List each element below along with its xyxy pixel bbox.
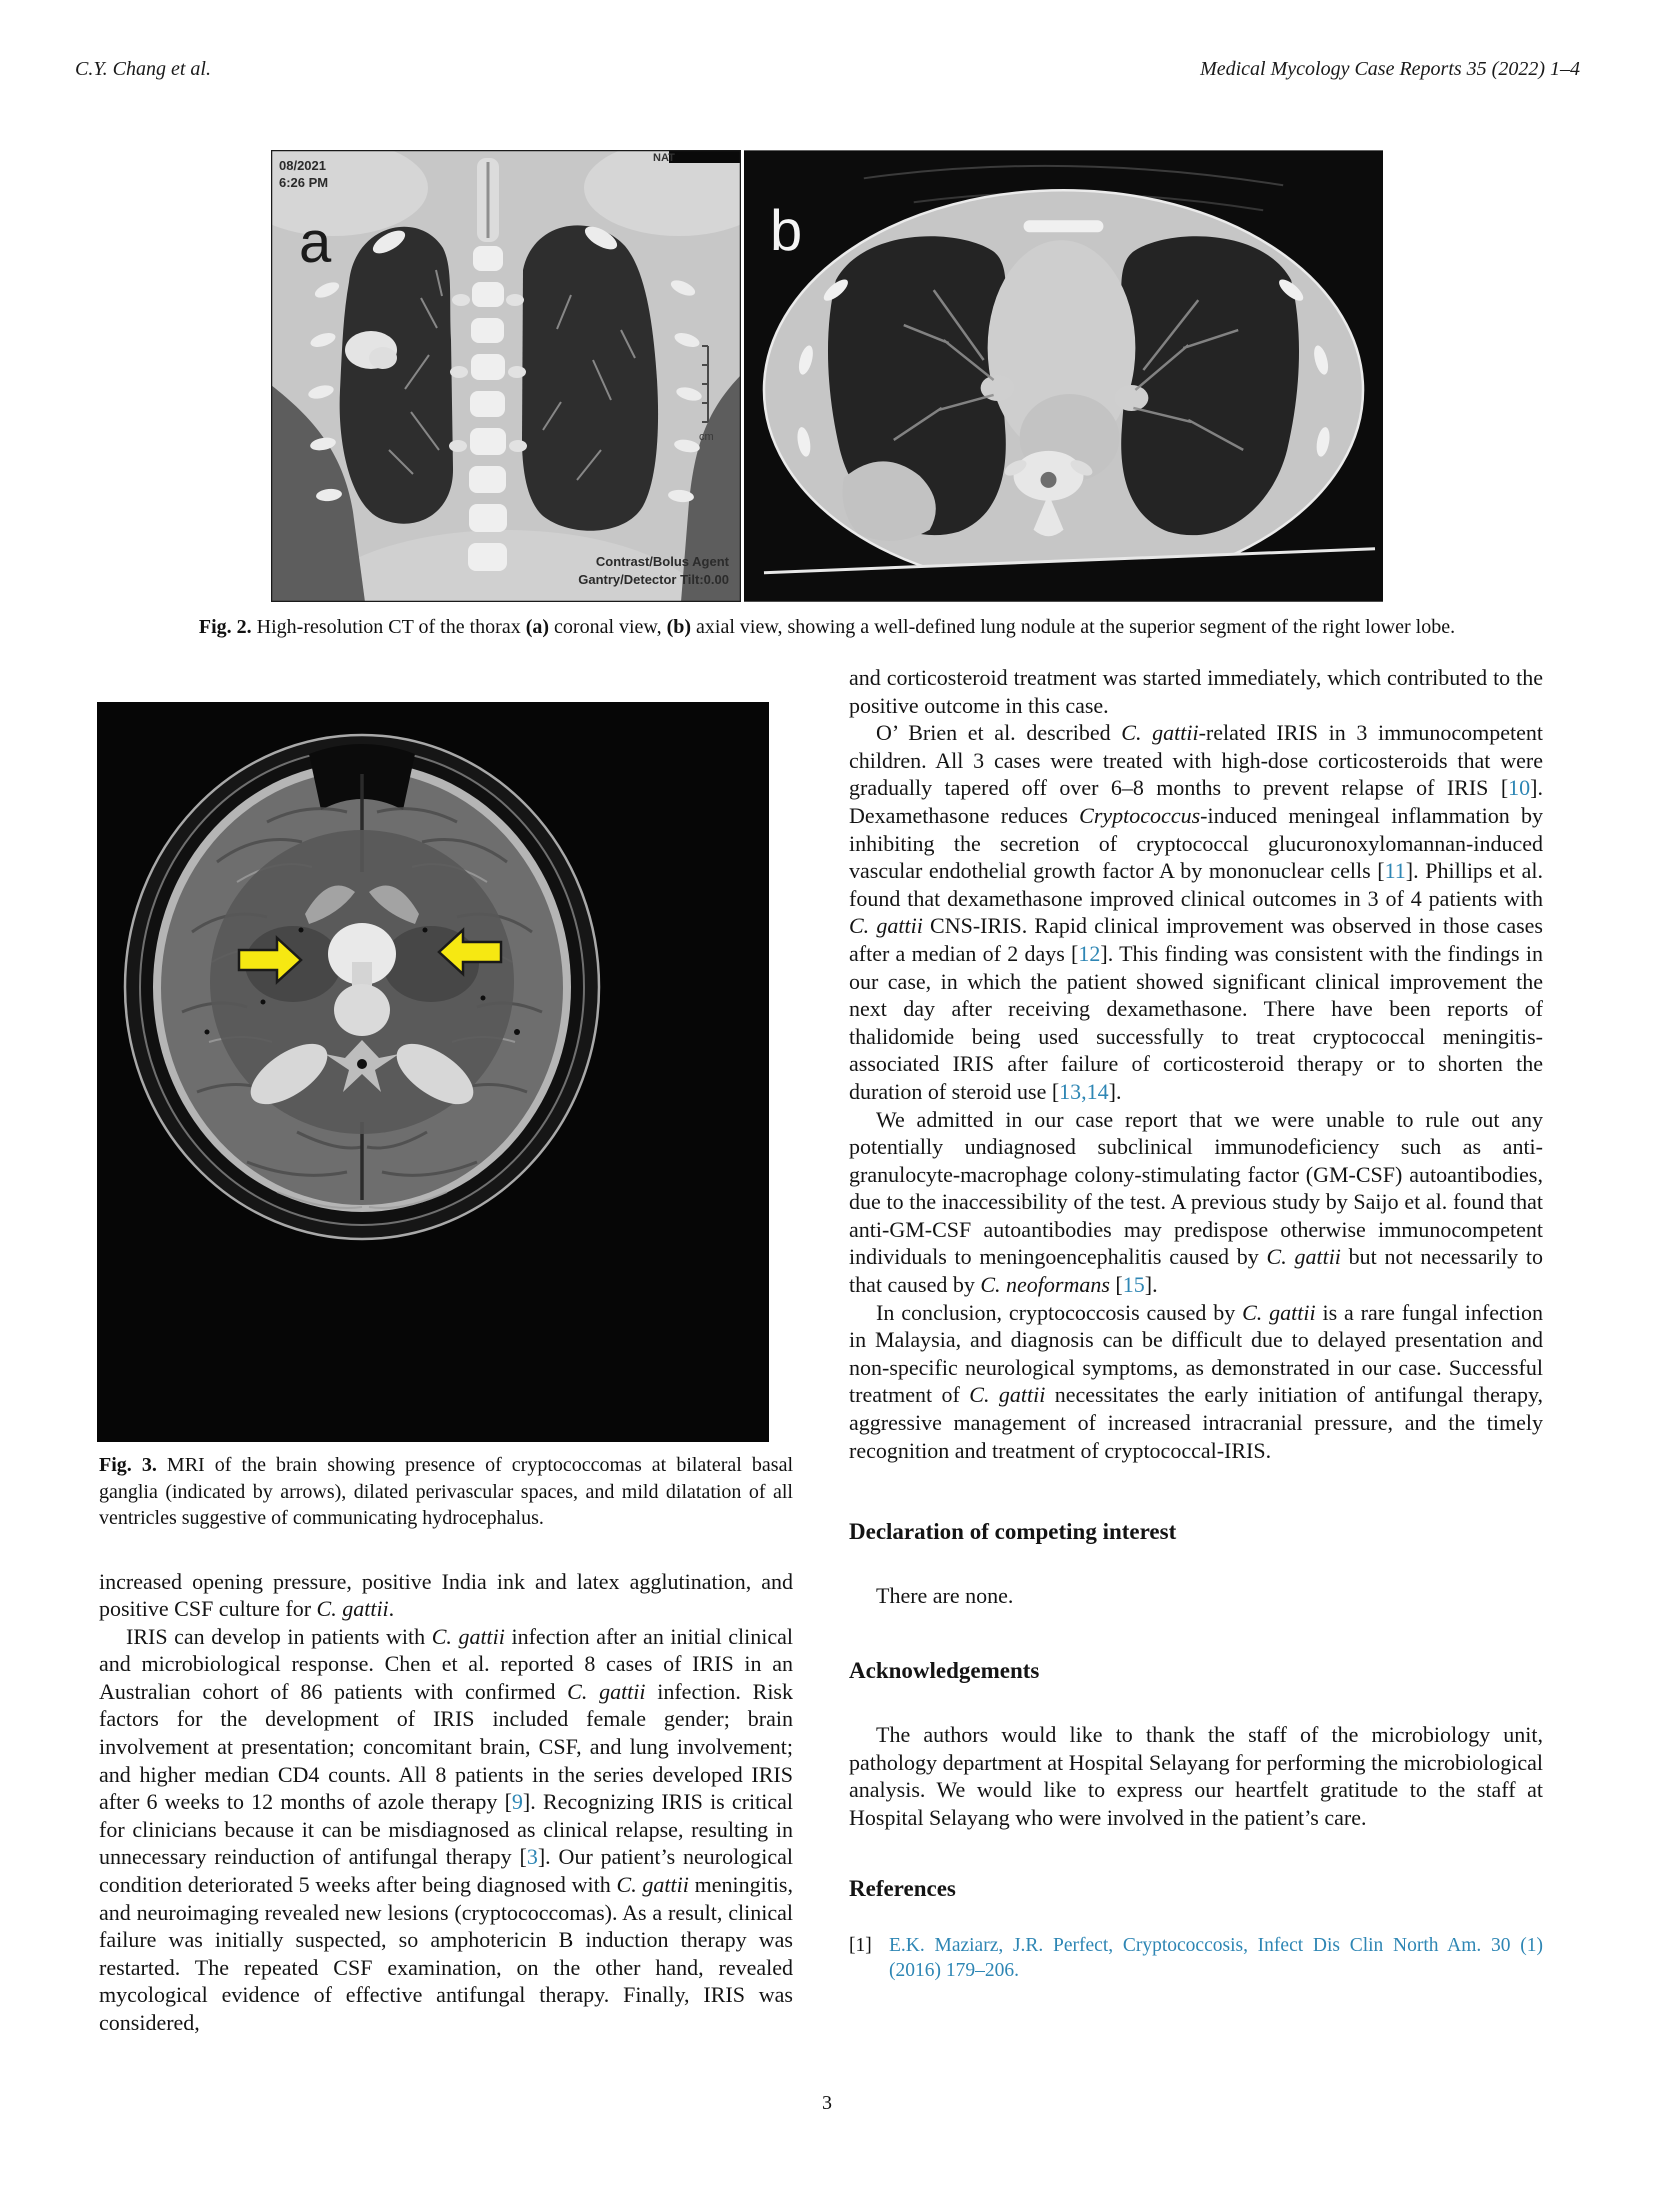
- text-segment: axial view, showing a well-defined lung nodule at the superior segment of the right lower lobe.: [691, 616, 1456, 638]
- reference-item: [849, 1933, 1543, 1983]
- text-segment: C. gattii: [567, 1678, 646, 1704]
- figure-2-caption: [60, 616, 1594, 639]
- text-segment: High-resolution CT of the thorax: [251, 616, 526, 638]
- text-segment: Fig. 3.: [99, 1454, 157, 1476]
- citation-link[interactable]: 13,14: [1059, 1078, 1109, 1104]
- text-segment: and corticosteroid treatment was started immediately, which contributed to the positive outcome in this case.: [849, 665, 1543, 718]
- contrast-annotation: Contrast/Bolus Agent: [595, 554, 729, 569]
- text-segment: IRIS can develop in patients with: [126, 1623, 432, 1649]
- ct-coronal-image: [271, 150, 741, 602]
- acknowledgements-body: The authors would like to thank the staff of the microbiology unit, pathology department at Hospital Selayang for performing the microbiological analysis. We would like to express our heartfelt gratitude to the staff at Hospital Selayang who were involved in the patient’s care.: [849, 1722, 1543, 1830]
- text-segment: -related IRIS in 3 immunocompetent children. All 3 cases were treated with high-dose corticosteroids that were gradually tapered off over 6–8 months to prevent relapse of IRIS [: [849, 720, 1543, 801]
- text-segment: ]. Dexamethasone reduces: [849, 775, 1543, 828]
- paragraph: [849, 1299, 1543, 1465]
- citation-link[interactable]: 12: [1078, 940, 1101, 966]
- running-authors: C.Y. Chang et al.: [75, 58, 211, 80]
- basal-ganglia-left: [383, 926, 479, 1002]
- text-segment: meningitis, and neuroimaging revealed new lesions (cryptococcomas). As a result, clinical failure was initially suspected, so amphotericin B induction therapy was restarted. The repeated CSF examination, on the other hand, revealed mycological evidence of effective antifungal therapy. Finally, IRIS was considered,: [99, 1872, 793, 2035]
- text-segment: Cryptococcus: [1079, 802, 1201, 828]
- text-segment: (b): [666, 616, 692, 638]
- scan-date-label: 08/2021: [279, 158, 326, 173]
- text-segment: ]. Phillips et al. found that dexamethasone improved clinical outcomes in 3 of 4 patients with: [849, 858, 1543, 911]
- citation-link[interactable]: 9: [511, 1789, 523, 1815]
- text-segment: We admitted in our case report that we were unable to rule out any potentially undiagnosed subclinical immunodeficiency such as anti-granulocyte-macrophage colony-stimulating factor (GM-CSF) autoantibodies, due to the inaccessibility of the test. A previous study by Saijo et al. found that anti-GM-CSF autoantibodies may predispose otherwise immunocompetent individuals to meningoencephalitis caused by: [849, 1106, 1543, 1270]
- left-column: [99, 702, 793, 2037]
- text-segment: C. neoformans: [980, 1272, 1110, 1298]
- panel-b-label: b: [769, 199, 803, 264]
- text-segment: Fig. 2.: [198, 616, 252, 638]
- panel-a-label: a: [299, 210, 332, 275]
- text-segment: infection. Risk factors for the development of IRIS included female gender; brain involvement at presentation; concomitant brain, CSF, and lung involvement; and higher median CD4 counts. All 8 patients in the series developed IRIS after 6 weeks to 12 months of azole therapy [: [99, 1678, 793, 1815]
- scan-time-label: 6:26 PM: [279, 175, 329, 190]
- text-segment: C. gattii: [316, 1596, 389, 1622]
- text-segment: O’ Brien et al. described: [876, 720, 1122, 746]
- text-segment: ]. Our patient’s neurological condition deteriorated 5 weeks after being diagnosed with: [99, 1844, 793, 1898]
- left-column-text: [99, 1568, 793, 2037]
- running-journal-title: Medical Mycology Case Reports 35 (2022) 1–4: [1200, 58, 1580, 80]
- figure-3-caption: [99, 1452, 793, 1532]
- declaration-heading: Declaration of competing interest: [849, 1519, 1177, 1545]
- text-segment: ].: [1144, 1272, 1158, 1298]
- text-segment: infection after an initial clinical and microbiological response. Chen et al. reported 8 cases of IRIS in an Australian cohort of 86 patients with confirmed: [99, 1623, 793, 1704]
- citation-link[interactable]: 11: [1384, 858, 1406, 884]
- citation-link[interactable]: 15: [1122, 1272, 1145, 1298]
- page-number: 3: [822, 2092, 832, 2114]
- text-segment: C. gattii: [1242, 1299, 1316, 1325]
- reference-number: [1]: [849, 1934, 872, 1956]
- text-segment: C. gattii: [849, 913, 923, 939]
- text-segment: .: [388, 1596, 395, 1622]
- declaration-body: There are none.: [876, 1582, 1014, 1608]
- reference-link[interactable]: E.K. Maziarz, J.R. Perfect, Cryptococcosis, Infect Dis Clin North Am. 30 (1) (2016) 179–206.: [889, 1934, 1543, 1981]
- text-segment: ]. This finding was consistent with the findings in our case, in which the patient showed significant clinical improvement the next day after receiving dexamethasone. There have been reports of thalidomide being used successfully to treat cryptococcal meningitis-associated IRIS after failure of corticosteroid therapy or to shorten the duration of steroid use [: [849, 940, 1543, 1104]
- text-segment: CNS-IRIS. Rapid clinical improvement was observed in those cases after a median of 2 days [: [849, 913, 1543, 966]
- paragraph: [99, 1568, 793, 1623]
- scale-unit-label: cm: [699, 431, 714, 443]
- text-segment: increased opening pressure, positive India ink and latex agglutination, and positive CSF culture for: [99, 1568, 793, 1622]
- figure-2: [271, 150, 1383, 602]
- reconstruction-tag: NAT: [653, 152, 675, 164]
- citation-link[interactable]: 10: [1508, 775, 1531, 801]
- text-segment: C. gattii: [431, 1623, 505, 1649]
- paragraph: [99, 1623, 793, 2037]
- paragraph: [849, 1106, 1543, 1299]
- paragraph: [849, 664, 1543, 719]
- acknowledgements-heading: Acknowledgements: [849, 1658, 1040, 1684]
- text-segment: MRI of the brain showing presence of cryptococcomas at bilateral basal ganglia (indicated by arrows), dilated perivascular spaces, and mild dilatation of all ventricles suggestive of communicating hydrocephalus.: [99, 1454, 793, 1529]
- text-segment: ]. Recognizing IRIS is critical for clinicians because it can be misdiagnosed as clinical relapse, resulting in unnecessary reinduction of antifungal therapy [: [99, 1789, 794, 1870]
- ct-axial-image: [744, 150, 1383, 602]
- left-lung-coronal: [522, 225, 658, 530]
- text-segment: [: [1109, 1272, 1123, 1298]
- text-segment: is a rare fungal infection in Malaysia, and diagnosis can be difficult due to delayed presentation and non-specific neurological symptoms, as demonstrated in our case. Successful treatment of: [849, 1299, 1543, 1408]
- text-segment: but not necessarily to that caused by: [849, 1244, 1543, 1298]
- text-segment: (a): [525, 616, 550, 638]
- text-segment: ].: [1108, 1078, 1122, 1104]
- paragraph: [849, 719, 1543, 1105]
- lung-nodule-coronal: [345, 331, 397, 369]
- text-segment: -induced meningeal inflammation by inhibiting the secretion of cryptococcal glucuronoxylomannan-induced vascular endothelial growth factor A by mononuclear cells [: [849, 802, 1543, 884]
- text-segment: C. gattii: [1266, 1244, 1341, 1270]
- brain-mri-image: [93, 702, 773, 1442]
- citation-link[interactable]: 3: [526, 1844, 538, 1870]
- text-segment: C. gattii: [969, 1382, 1046, 1408]
- right-column: [849, 664, 1543, 1983]
- references-heading: References: [849, 1876, 956, 1902]
- text-segment: necessitates the early initiation of antifungal therapy, aggressive management of increased intracranial pressure, and the timely recognition and treatment of cryptococcal-IRIS.: [849, 1382, 1544, 1463]
- text-segment: C. gattii: [616, 1872, 689, 1898]
- text-segment: C. gattii: [1121, 720, 1199, 746]
- gantry-annotation: Gantry/Detector Tilt:0.00: [578, 572, 729, 587]
- text-segment: coronal view,: [549, 616, 667, 638]
- page-header: [75, 58, 1580, 81]
- text-segment: In conclusion, cryptococcosis caused by: [876, 1299, 1243, 1325]
